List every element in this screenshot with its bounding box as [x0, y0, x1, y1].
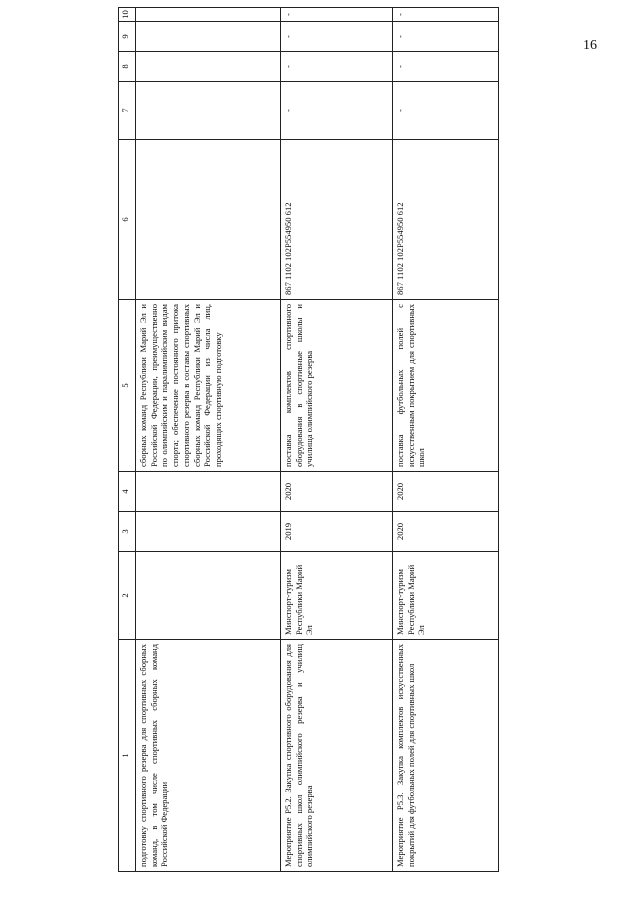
rotated-table-container	[118, 0, 617, 872]
col-header-1: 1	[119, 640, 136, 872]
cell-col10: -	[393, 8, 499, 22]
cell-end-year: 2020	[393, 472, 499, 512]
cell-result: поставка комплектов спортивного оборудования в спортивные школы и училища олимпийского резерва	[281, 300, 393, 472]
table-row	[281, 8, 393, 872]
table-row	[393, 8, 499, 872]
cell-col9: -	[393, 22, 499, 52]
col-header-3: 3	[119, 512, 136, 552]
cell-start-year: 2020	[393, 512, 499, 552]
cell-col9: -	[281, 22, 393, 52]
cell-executor: Минспорт-туризм Республики Марий Эл	[281, 552, 393, 640]
cell-executor	[136, 552, 281, 640]
cell-budget-code: 867 1102 102Р554950 612	[393, 140, 499, 300]
cell-executor: Минспорт-туризм Республики Марий Эл	[393, 552, 499, 640]
cell-end-year: 2020	[281, 472, 393, 512]
col-header-8: 8	[119, 52, 136, 82]
cell-budget-code	[136, 140, 281, 300]
cell-col8	[136, 52, 281, 82]
col-header-5: 5	[119, 300, 136, 472]
cell-result: поставка футбольных полей с искусственным покрытием для спортивных школ	[393, 300, 499, 472]
col-header-4: 4	[119, 472, 136, 512]
cell-activity: Мероприятие Р5.2. Закупка спортивного оборудования для спортивных школ олимпийского резерва и училищ олимпийского резерва	[281, 640, 393, 872]
cell-col7: -	[393, 82, 499, 140]
col-header-9: 9	[119, 22, 136, 52]
cell-col10: -	[281, 8, 393, 22]
header-row	[119, 8, 136, 872]
col-header-10: 10	[119, 8, 136, 22]
cell-col8: -	[393, 52, 499, 82]
col-header-6: 6	[119, 140, 136, 300]
cell-activity: подготовку спортивного резерва для спортивных сборных команд, в том числе спортивных сборных команд Российской Федерации	[136, 640, 281, 872]
cell-result: сборных команд Республики Марий Эл и Российской Федерации, преимущественно по олимпийским и паралимпийским видам спорта; обеспечение постоянного притока спортивного резерва в составы спортивных сборных команд Республики Марий Эл и Российской Федерации из числа лиц, проходящих спортивную подготовку	[136, 300, 281, 472]
cell-activity: Мероприятие Р5.3. Закупка комплектов искусственных покрытий для футбольных полей для спортивных школ	[393, 640, 499, 872]
cell-col10	[136, 8, 281, 22]
cell-start-year	[136, 512, 281, 552]
cell-start-year: 2019	[281, 512, 393, 552]
col-header-7: 7	[119, 82, 136, 140]
table-row	[136, 8, 281, 872]
cell-col7	[136, 82, 281, 140]
cell-budget-code: 867 1102 102Р554950 612	[281, 140, 393, 300]
program-table	[118, 7, 499, 872]
cell-end-year	[136, 472, 281, 512]
cell-col9	[136, 22, 281, 52]
page-number: 16	[583, 38, 597, 53]
cell-col7: -	[281, 82, 393, 140]
col-header-2: 2	[119, 552, 136, 640]
cell-col8: -	[281, 52, 393, 82]
